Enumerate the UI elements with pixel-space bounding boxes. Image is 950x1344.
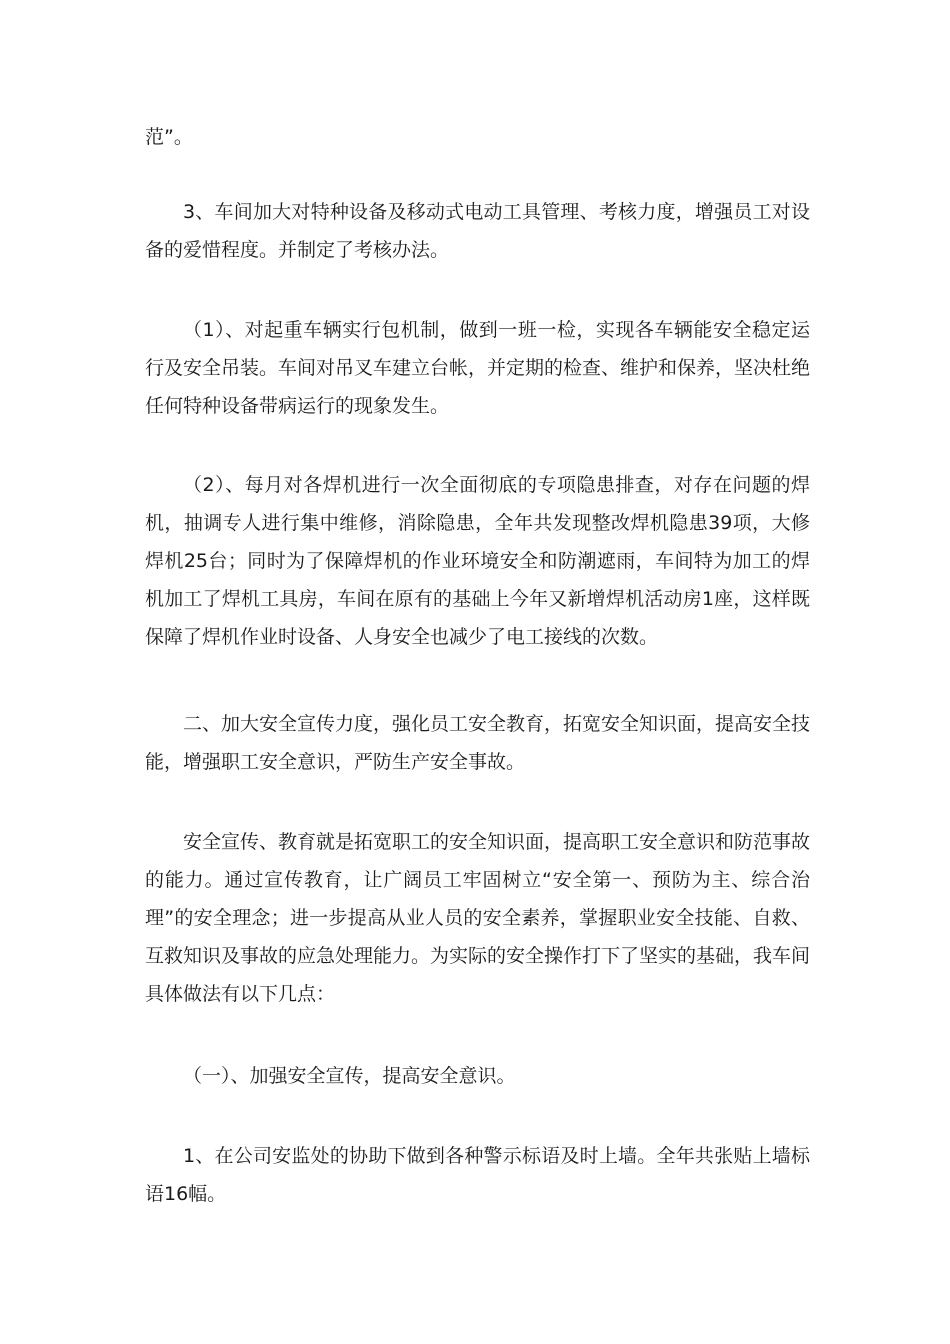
- paragraph-item-1: 1、在公司安监处的协助下做到各种警示标语及时上墙。全年共张贴上墙标语16幅。: [145, 1145, 810, 1205]
- subsection-heading-one: （一）、加强安全宣传，提高安全意识。: [183, 1065, 516, 1087]
- paragraph-item-3: 3、车间加大对特种设备及移动式电动工具管理、考核力度，增强员工对设备的爱惜程度。并制定了考核办法。: [145, 201, 810, 261]
- paragraph-sub-1: （1）、对起重车辆实行包机制，做到一班一检，实现各车辆能安全稳定运行及安全吊装。车间对吊叉车建立台帐，并定期的检查、维护和保养，坚决杜绝任何特种设备带病运行的现象发生。: [145, 319, 811, 417]
- section-heading-two: 二、加大安全宣传力度，强化员工安全教育，拓宽安全知识面，提高安全技能，增强职工安全意识，严防生产安全事故。: [145, 713, 811, 773]
- paragraph-sub-2: （2）、每月对各焊机进行一次全面彻底的专项隐患排查，对存在问题的焊机，抽调专人进行集中维修，消除隐患，全年共发现整改焊机隐患39项，大修焊机25台；同时为了保障焊机的作业环境安全和防潮遮雨，车间特为加工的焊机加工了焊机工具房，车间在原有的基础上今年又新增焊机活动房1座，这样既保障了焊机作业时设备、人身安全也减少了电工接线的次数。: [145, 474, 810, 648]
- paragraph-continuation: 范”。: [145, 126, 193, 148]
- paragraph-safety-education: 安全宣传、教育就是拓宽职工的安全知识面，提高职工安全意识和防范事故的能力。通过宣传教育，让广阔员工牢固树立“安全第一、预防为主、综合治理”的安全理念；进一步提高从业人员的安全素养，掌握职业安全技能、自救、互救知识及事故的应急处理能力。为实际的安全操作打下了坚实的基础，我车间具体做法有以下几点：: [145, 831, 811, 1005]
